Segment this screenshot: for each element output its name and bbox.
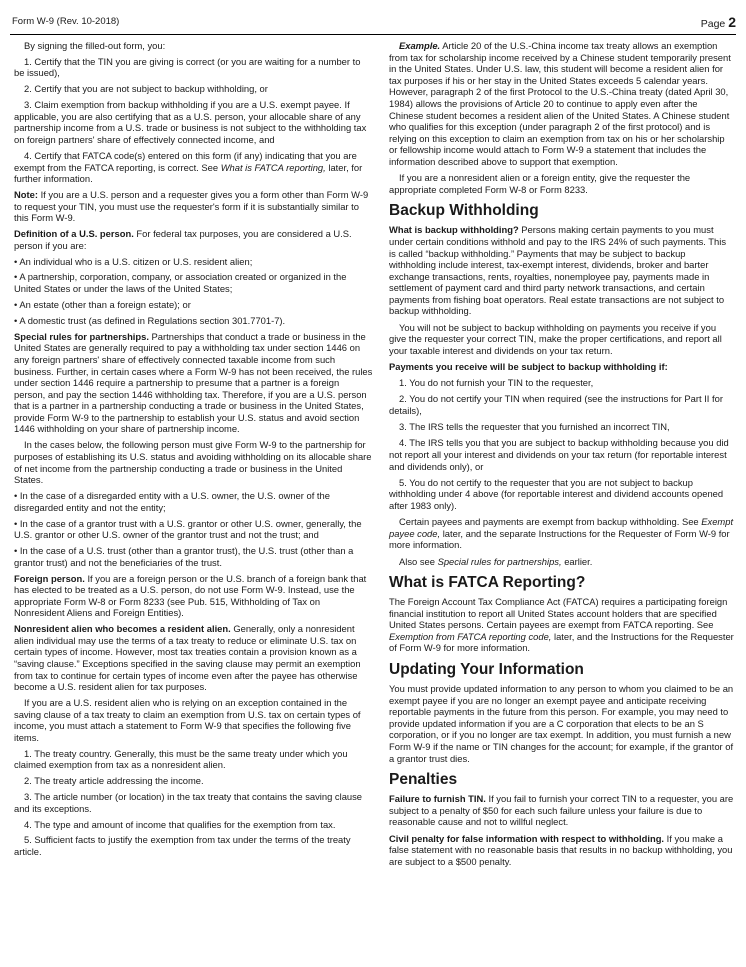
us-person-bullet: • An individual who is a U.S. citizen or U.S. resident alien; <box>14 255 253 267</box>
backup-reason-2: 2. You do not certify your TIN when required (see the instructions for Part II for details), <box>389 393 723 416</box>
example-paragraph: Example. Article 20 of the U.S.-China income tax treaty allows an exemption from tax for scholarship income received by a Chinese student temporarily present in the United States. Under U.S. law, this student will become a resident alien for tax purposes if his or her stay in the United States exceeds 5 calendar years. However, paragraph 2 of the first Protocol to the U.S.-China treaty (dated April 30, 1984) allows the provisions of Article 20 to continue to apply even after the Chinese student becomes a resident alien of the United States. A Chinese student who qualifies for this exception (under paragraph 2 of the first protocol) and is relying on this exception to claim an exemption from tax on his or her scholarship or fellowship income would attach to Form W-9 a statement that includes the information described above to support that exemption. <box>389 40 731 167</box>
fatca-paragraph: The Foreign Account Tax Compliance Act (FATCA) requires a participating foreign financial institution to report all United States account holders that are specified United States persons. Certain payees are exempt from FATCA reporting. See Exemption from FATCA reporting code, later, and the Instructions for the Requester of Form W-9 for more information. <box>389 596 734 654</box>
certify-item-4: 4. Certify that FATCA code(s) entered on this form (if any) indicating that you are exempt from the FATCA reporting, is correct. See What is FATCA reporting, later, for further information. <box>14 149 363 185</box>
backup-reason-1: 1. You do not furnish your TIN to the requester, <box>399 377 594 389</box>
backup-reason-3: 3. The IRS tells the requester that you furnished an incorrect TIN, <box>399 421 670 433</box>
treaty-item-4: 4. The type and amount of income that qualifies for the exemption from tax. <box>24 818 336 830</box>
page-indicator <box>701 14 736 30</box>
section-heading-fatca: What is FATCA Reporting? <box>389 574 586 592</box>
nonresident-alien-paragraph: Nonresident alien who becomes a resident alien. Generally, only a nonresident alien individual may use the terms of a tax treaty to reduce or eliminate U.S. tax on certain types of income. However, most tax treaties contain a provision known as a “saving clause.” Exceptions specified in the saving clause may permit an exemption from tax to continue for certain types of income even after the payee has otherwise become a U.S. resident alien for tax purposes. <box>14 623 361 693</box>
cases-bullet: • In the case of a disregarded entity with a U.S. owner, the U.S. owner of the disregarded entity and not the entity; <box>14 490 330 513</box>
page-word: Page <box>700 18 726 30</box>
backup-withholding-definition: What is backup withholding? Persons making certain payments to you must under certain conditions withhold and pay to the IRS 24% of such payments. This is called “backup withholding.” Payments that may be subject to backup withholding include interest, tax-exempt interest, dividends, broker and barter exchange transactions, rents, royalties, nonemployee pay, payments made in settlement of payment card and third party network transactions, and certain payments from fishing boat operators. Real estate transactions are not subject to backup withholding. <box>389 224 727 317</box>
civil-penalty-paragraph: Civil penalty for false information with respect to withholding. If you make a false statement with no reasonable basis that results in no backup withholding, you are subject to a $500 penalty. <box>389 832 733 867</box>
backup-avoid-paragraph: You will not be subject to backup withholding on payments you receive if you give the requester your correct TIN, make the proper certifications, and report all your taxable interest and dividends on your tax return. <box>389 321 722 356</box>
page-number: 2 <box>728 14 736 30</box>
us-person-definition: Definition of a U.S. person. For federal tax purposes, you are considered a U.S. person if you are: <box>14 228 352 251</box>
certify-item-1: 1. Certify that the TIN you are giving is correct (or you are waiting for a number to be issued), <box>14 55 361 79</box>
treaty-item-1: 1. The treaty country. Generally, this must be the same treaty under which you claimed exemption from tax as a nonresident alien. <box>14 747 348 771</box>
us-person-bullet: • A partnership, corporation, company, or association created or organized in the United States or under the laws of the United States; <box>14 271 347 295</box>
treaty-item-3: 3. The article number (or location) in the tax treaty that contains the saving clause and its exceptions. <box>14 791 363 814</box>
certify-item-2: 2. Certify that you are not subject to backup withholding, or <box>24 83 268 95</box>
failure-to-furnish-paragraph: Failure to furnish TIN. If you fail to furnish your correct TIN to a requester, you are subject to a penalty of $50 for each such failure unless your failure is due to reasonable cause and not to willful neglect. <box>389 793 734 828</box>
backup-reason-5: 5. You do not certify to the requester that you are not subject to backup withholding under 4 above (for reportable interest and dividend accounts opened after 1983 only). <box>389 476 724 511</box>
special-rules-partnerships: Special rules for partnerships. Partnerships that conduct a trade or business in the United States are generally required to pay a withholding tax under section 1446 on any foreign partners' share of effectively connected taxable income from such business. Further, in certain cases where a Form W-9 has not been received, the rules under section 1446 require a partnership to presume that a partner is a foreign person, and pay the section 1446 withholding tax. Therefore, if you are a U.S. person that is a partner in a partnership conducting a trade or business in the United States, provide Form W-9 to the partnership to establish your U.S. status and avoid section 1446 withholding on your share of partnership income. <box>14 330 373 435</box>
us-person-bullet: • A domestic trust (as defined in Regulations section 301.7701-7). <box>14 314 286 326</box>
right-column <box>389 40 734 872</box>
left-column <box>14 40 373 862</box>
form-id: Form W-9 (Rev. 10-2018) <box>12 16 120 27</box>
treaty-item-5: 5. Sufficient facts to justify the exemption from tax under the terms of the treaty article. <box>14 834 351 858</box>
saving-clause-paragraph: If you are a U.S. resident alien who is relying on an exception contained in the saving clause of a tax treaty to claim an exemption from U.S. tax on certain types of income, you must attach a statement to Form W-9 that specifies the following five items. <box>14 697 361 743</box>
page-header <box>10 14 736 35</box>
subject-to-backup-heading: Payments you receive will be subject to backup withholding if: <box>389 361 668 373</box>
foreign-person-paragraph: Foreign person. If you are a foreign person or the U.S. branch of a foreign bank that has elected to be treated as a U.S. person, do not use Form W-9. Instead, use the appropriate Form W-8 or Form 8233 (see Pub. 515, Withholding of Tax on Nonresident Aliens and Foreign Entities). <box>14 572 367 619</box>
section-heading-updating: Updating Your Information <box>389 661 584 679</box>
updating-paragraph: You must provide updated information to any person to whom you claimed to be an exempt payee if you are no longer an exempt payee and anticipate receiving reportable payments in the future from this person. For example, you may need to provide updated information if you are a C corporation that elects to be an S corporation, or if you no longer are tax exempt. In addition, you must furnish a new Form W-9 if the name or TIN changes for the account; for example, if the grantor of a grantor trust dies. <box>389 683 734 764</box>
treaty-item-2: 2. The treaty article addressing the income. <box>24 775 204 787</box>
nonresident-paragraph: If you are a nonresident alien or a foreign entity, give the requester the appropriate completed Form W-8 or Form 8233. <box>389 172 691 195</box>
certify-item-3: 3. Claim exemption from backup withholding if you are a U.S. exempt payee. If applicable, you are also certifying that as a U.S. person, your allocable share of any partnership income from a U.S. trade or business is not subject to the withholding tax on foreign partners' share of effectively connected income, and <box>14 99 367 146</box>
us-person-bullet: • An estate (other than a foreign estate); or <box>14 298 191 310</box>
cases-paragraph: In the cases below, the following person must give Form W-9 to the partnership for purposes of establishing its U.S. status and avoiding withholding on its allocable share of net income from the partnership conducting a trade or business in the United States. <box>14 439 372 486</box>
also-see-paragraph: Also see Special rules for partnerships, earlier. <box>399 555 593 567</box>
note-paragraph: Note: If you are a U.S. person and a requester gives you a form other than Form W-9 to request your TIN, you must use the requester's form if it is substantially similar to this Form W-9. <box>14 189 369 224</box>
backup-reason-4: 4. The IRS tells you that you are subject to backup withholding because you did not report all your interest and dividends on your tax return (for reportable interest and dividends only), or <box>389 437 729 472</box>
signing-intro: By signing the filled-out form, you: <box>24 40 166 51</box>
section-heading-penalties: Penalties <box>389 771 458 789</box>
section-heading-backup-withholding: Backup Withholding <box>389 202 539 220</box>
cases-bullet: • In the case of a U.S. trust (other than a grantor trust), the U.S. trust (other than a grantor trust) and not the beneficiaries of the trust. <box>14 545 354 568</box>
cases-bullet: • In the case of a grantor trust with a U.S. grantor or other U.S. owner, generally, the U.S. grantor or other U.S. owner of the grantor trust and not the trust; and <box>14 517 362 541</box>
exempt-payees-paragraph: Certain payees and payments are exempt from backup withholding. See Exempt payee code, later, and the separate Instructions for the Requester of Form W-9 for more information. <box>389 516 734 551</box>
